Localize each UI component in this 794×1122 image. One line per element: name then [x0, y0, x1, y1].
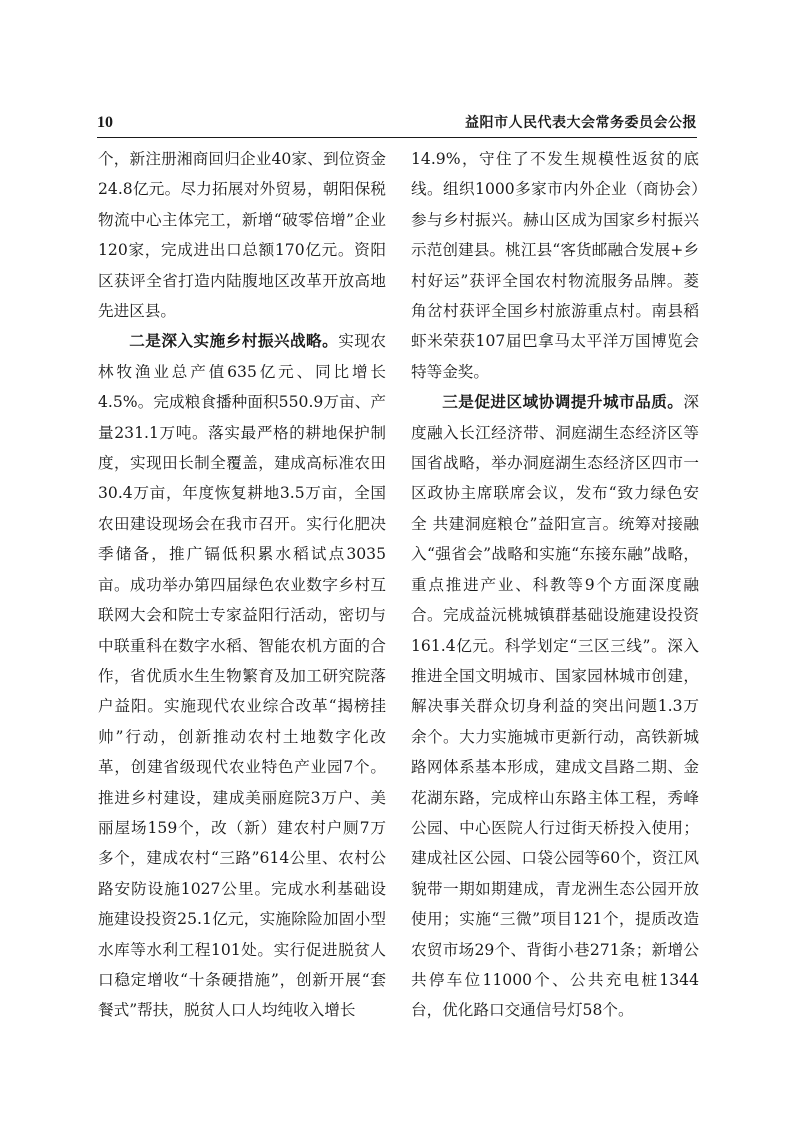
paragraph-body: 深度融入长江经济带、洞庭湖生态经济区等国省战略，举办洞庭湖生态经济区四市一区政协主席联席会议，发布“致力绿色安全 共建洞庭粮仓”益阳宣言。统筹对接融入“强省会”战略和实施“东接东融”战略，重点推进产业、科教等9个方面深度融合。完成益沅桃城镇群基础设施建设投资161.4亿元。科学划定“三区三线”。深入推进全国文明城市、国家园林城市创建，解决事关群众切身利益的突出问题1.3万余个。大力实施城市更新行动，高铁新城路网体系基本形成，建成文昌路二期、金花湖东路，完成梓山东路主体工程，秀峰公园、中心医院人行过街天桥投入使用；建成社区公园、口袋公园等60个，资江风貌带一期如期建成，青龙洲生态公园开放使用；实施“三微”项目121个，提质改造农贸市场29个、背街小巷271条；新增公共停车位11000个、公共充电桩1344台，优化路口交通信号灯58个。 — [411, 393, 699, 1020]
page-header — [97, 113, 697, 139]
section-lead-heading: 三是促进区域协调提升城市品质。 — [442, 393, 684, 412]
left-column — [98, 144, 386, 1026]
page-number: 10 — [97, 114, 113, 131]
header-divider — [97, 137, 697, 138]
paragraph-continuation: 个，新注册湘商回归企业40家、到位资金24.8亿元。尽力拓展对外贸易，朝阳保税物流中心主体完工，新增“破零倍增”企业120家，完成进出口总额170亿元。资阳区获评全省打造内陆腹地区改革开放高地先进区县。 — [98, 150, 386, 321]
paragraph-body: 实现农林牧渔业总产值635亿元、同比增长4.5%。完成粮食播种面积550.9万亩、产量231.1万吨。落实最严格的耕地保护制度，实现田长制全覆盖，建成高标准农田30.4万亩，年度恢复耕地3.5万亩，全国农田建设现场会在我市召开。实行化肥决季储备，推广镉低积累水稻试点3035亩。成功举办第四届绿色农业数字乡村互联网大会和院士专家益阳行活动，密切与中联重科在数字水稻、智能农机方面的合作，省优质水生生物繁育及加工研究院落户益阳。实施现代农业综合改革“揭榜挂帅”行动，创新推动农村土地数字化改革，创建省级现代农业特色产业园7个。推进乡村建设，建成美丽庭院3万户、美丽屋场159个，改（新）建农村户厕7万多个，建成农村“三路”614公里、农村公路安防设施1027公里。完成水利基础设施建设投资25.1亿元，实施除险加固小型水库等水利工程101处。实行促进脱贫人口稳定增收“十条硬措施”，创新开展“套餐式”帮扶，脱贫人口人均纯收入增长 — [98, 332, 386, 1020]
paragraph-rural-revitalization — [98, 326, 386, 1025]
section-lead-heading: 二是深入实施乡村振兴战略。 — [129, 332, 339, 351]
right-column — [411, 144, 699, 1026]
journal-title: 益阳市人民代表大会常务委员会公报 — [465, 115, 697, 131]
paragraph-regional-coordination — [411, 387, 699, 1026]
paragraph-continuation: 14.9%，守住了不发生规模性返贫的底线。组织1000多家市内外企业（商协会）参与乡村振兴。赫山区成为国家乡村振兴示范创建县。桃江县“客货邮融合发展+乡村好运”获评全国农村物流服务品牌。菱角岔村获评全国乡村旅游重点村。南县稻虾米荣获107届巴拿马太平洋万国博览会特等金奖。 — [411, 150, 699, 381]
